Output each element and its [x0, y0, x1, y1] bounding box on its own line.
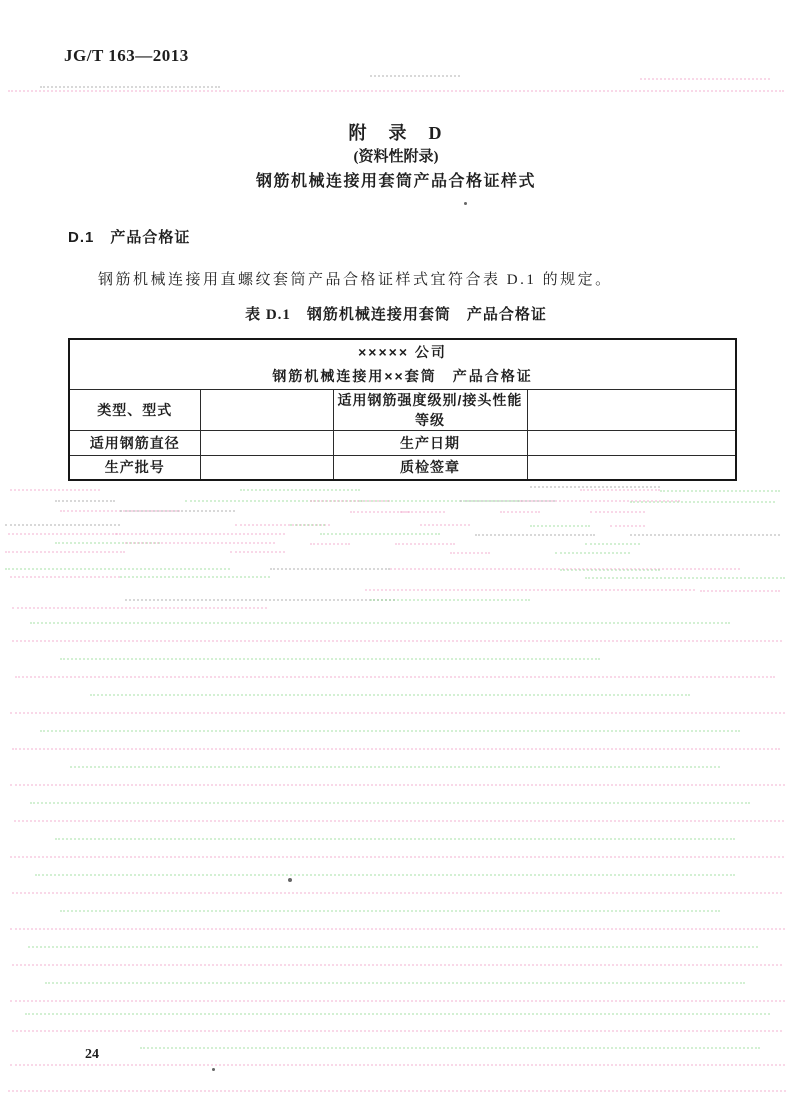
scan-artifact-line	[10, 576, 120, 578]
scan-artifact-line	[370, 75, 460, 77]
scan-artifact-line	[5, 551, 125, 553]
scan-artifact-line	[12, 748, 780, 750]
table-header-row	[69, 339, 736, 389]
scan-artifact-line	[8, 1090, 786, 1092]
scan-artifact-line	[60, 910, 720, 912]
scan-artifact-line	[580, 489, 660, 491]
row-label-cell: 生产批号	[69, 455, 200, 480]
scan-artifact-line	[125, 599, 395, 601]
appendix-title: 附 录 D	[348, 123, 444, 143]
scan-artifact-line	[560, 569, 660, 571]
scan-artifact-line	[10, 928, 785, 930]
scan-artifact-line	[10, 856, 784, 858]
scan-artifact-line	[630, 534, 780, 536]
scan-artifact-line	[610, 525, 645, 527]
scan-artifact-line	[12, 1030, 782, 1032]
scan-artifact-line	[28, 946, 758, 948]
row-value-cell	[200, 430, 333, 455]
scan-artifact-line	[585, 543, 640, 545]
page-number: 24	[85, 1047, 99, 1062]
scan-artifact-line	[700, 590, 780, 592]
row-label-cell: 适用钢筋直径	[69, 430, 200, 455]
scan-artifact-line	[310, 543, 350, 545]
scan-artifact-line	[115, 533, 285, 535]
ink-speck	[288, 878, 292, 882]
scan-artifact-line	[120, 510, 235, 512]
scan-artifact-line	[530, 525, 590, 527]
ink-speck	[212, 1068, 215, 1071]
scan-artifact-line	[10, 712, 785, 714]
ink-speck	[464, 202, 467, 205]
company-line: ××××× 公司	[358, 344, 447, 361]
row-label-cell: 适用钢筋强度级别/接头性能等级	[333, 389, 527, 430]
certificate-table	[68, 338, 737, 481]
scan-artifact-line	[640, 78, 770, 80]
scan-artifact-line	[365, 589, 695, 591]
scan-artifact-line	[585, 577, 785, 579]
scan-artifact-line	[10, 1000, 785, 1002]
scan-artifact-line	[40, 86, 220, 88]
scan-artifact-line	[395, 543, 455, 545]
scan-artifact-line	[530, 486, 660, 488]
scan-artifact-line	[10, 784, 785, 786]
scan-artifact-line	[500, 511, 540, 513]
scan-artifact-line	[12, 640, 782, 642]
standard-number-header: JG/T 163—2013	[64, 46, 189, 65]
scan-artifact-line	[230, 551, 285, 553]
table-header-cell	[69, 339, 736, 389]
scan-artifact-line	[70, 766, 720, 768]
scan-artifact-line	[125, 542, 275, 544]
scan-artifact-line	[10, 489, 100, 491]
scan-artifact-line	[5, 524, 120, 526]
scan-artifact-line	[555, 552, 630, 554]
row-value-cell	[527, 455, 736, 480]
table-row	[69, 455, 736, 480]
row-label-cell: 类型、型式	[69, 389, 200, 430]
scan-artifact-line	[25, 1013, 770, 1015]
scan-artifact-line	[15, 676, 775, 678]
scan-artifact-line	[10, 1064, 785, 1066]
scan-artifact-line	[35, 874, 735, 876]
scan-artifact-line	[12, 607, 267, 609]
scan-artifact-line	[660, 490, 780, 492]
scan-artifact-line	[60, 658, 600, 660]
scan-artifact-line	[320, 533, 440, 535]
row-value-cell	[527, 389, 736, 430]
row-value-cell	[527, 430, 736, 455]
table-row	[69, 389, 736, 430]
scan-artifact-line	[14, 820, 784, 822]
scan-artifact-line	[12, 964, 782, 966]
scan-artifact-line	[370, 599, 530, 601]
scan-artifact-line	[5, 568, 230, 570]
row-value-cell	[200, 389, 333, 430]
row-value-cell	[200, 455, 333, 480]
scan-artifact-line	[420, 524, 470, 526]
scan-artifact-line	[8, 90, 784, 92]
scan-artifact-line	[270, 568, 390, 570]
scan-artifact-line	[290, 524, 325, 526]
scan-artifact-line	[8, 533, 118, 535]
appendix-subject: 钢筋机械连接用套筒产品合格证样式	[255, 173, 536, 190]
scan-artifact-line	[12, 892, 782, 894]
scan-artifact-line	[120, 576, 270, 578]
scan-artifact-line	[240, 489, 360, 491]
appendix-type-note: (资料性附录)	[353, 149, 439, 165]
scan-artifact-line	[45, 982, 745, 984]
table-caption: 表 D.1 钢筋机械连接用套筒 产品合格证	[245, 307, 547, 323]
scan-artifact-line	[630, 501, 775, 503]
scan-artifact-line	[450, 552, 490, 554]
section-heading-d1: D.1 产品合格证	[68, 229, 191, 246]
scan-artifact-line	[90, 694, 690, 696]
row-label-cell: 生产日期	[333, 430, 527, 455]
body-paragraph: 钢筋机械连接用直螺纹套筒产品合格证样式宜符合表 D.1 的规定。	[98, 272, 613, 288]
table-row	[69, 430, 736, 455]
scan-artifact-line	[140, 1047, 760, 1049]
scan-artifact-line	[55, 838, 735, 840]
scan-artifact-line	[55, 500, 115, 502]
scan-artifact-line	[400, 511, 445, 513]
row-label-cell: 质检签章	[333, 455, 527, 480]
scan-artifact-line	[590, 511, 645, 513]
certificate-title-line: 钢筋机械连接用××套筒 产品合格证	[272, 368, 533, 385]
scan-artifact-line	[30, 622, 730, 624]
scan-artifact-line	[475, 534, 595, 536]
scan-artifact-line	[40, 730, 740, 732]
scan-artifact-line	[30, 802, 750, 804]
